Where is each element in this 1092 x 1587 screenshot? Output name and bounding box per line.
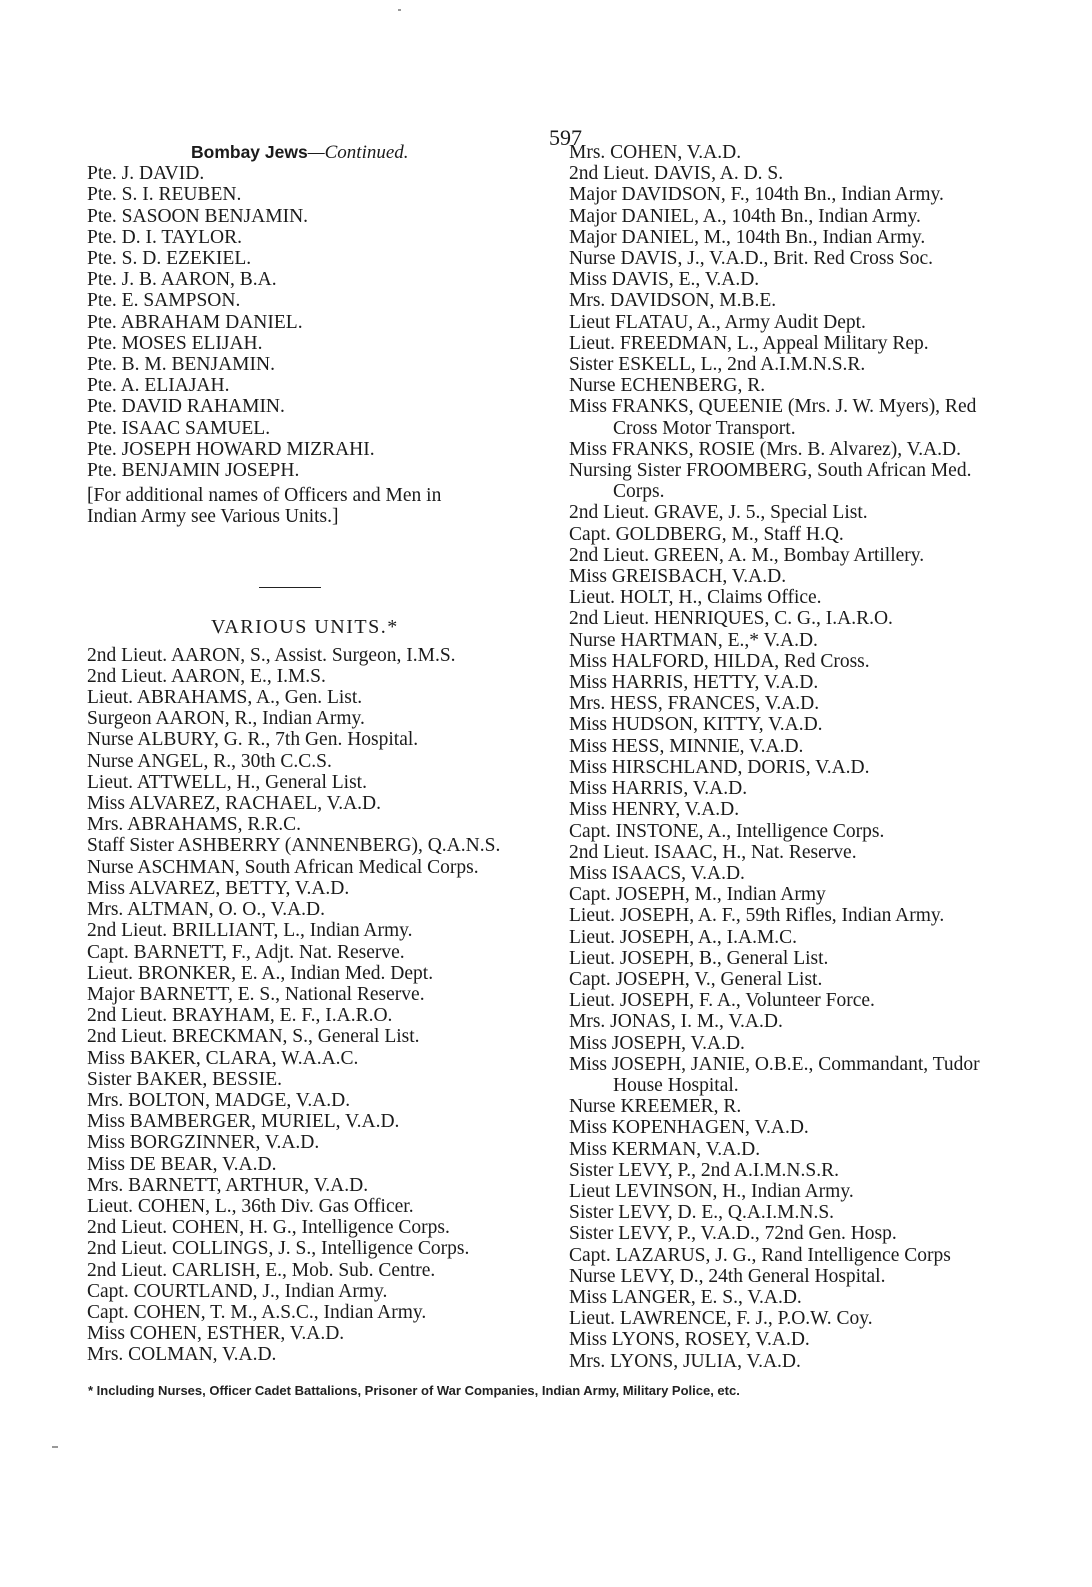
list-item: 2nd Lieut. AARON, S., Assist. Surgeon, I.M.S. — [87, 644, 456, 666]
list-item: Miss KERMAN, V.A.D. — [569, 1138, 761, 1160]
list-item: Nurse ASCHMAN, South African Medical Corps. — [87, 856, 479, 878]
list-item: Mrs. LYONS, JULIA, V.A.D. — [569, 1350, 801, 1372]
list-item: Lieut FLATAU, A., Army Audit Dept. — [569, 311, 866, 333]
list-item: Mrs. BOLTON, MADGE, V.A.D. — [87, 1089, 351, 1111]
list-item: Miss JOSEPH, V.A.D. — [569, 1032, 745, 1054]
page-number: 597 — [549, 125, 582, 150]
list-item: Miss ISAACS, V.A.D. — [569, 862, 745, 884]
section-divider — [259, 587, 321, 588]
list-item: Lieut. JOSEPH, F. A., Volunteer Force. — [569, 990, 875, 1012]
list-item: Pte. S. D. EZEKIEL. — [87, 248, 252, 270]
list-item: Nurse ALBURY, G. R., 7th Gen. Hospital. — [87, 729, 419, 751]
list-item-continuation: House Hospital. — [613, 1074, 739, 1096]
note-line: [For additional names of Officers and Men in — [87, 485, 442, 507]
list-item: Lieut. HOLT, H., Claims Office. — [569, 587, 822, 609]
list-item: Mrs. JONAS, I. M., V.A.D. — [569, 1011, 783, 1033]
heading-continued: —Continued. — [307, 142, 409, 163]
scan-speck — [52, 1446, 58, 1448]
list-item: 2nd Lieut. AARON, E., I.M.S. — [87, 665, 326, 687]
list-item: Mrs. BARNETT, ARTHUR, V.A.D. — [87, 1174, 369, 1196]
list-item: Miss GREISBACH, V.A.D. — [569, 566, 787, 588]
right-column — [569, 142, 1039, 1372]
list-item: Miss LYONS, ROSEY, V.A.D. — [569, 1329, 810, 1351]
list-item: Capt. LAZARUS, J. G., Rand Intelligence Corps — [569, 1244, 951, 1266]
list-item: Nurse LEVY, D., 24th General Hospital. — [569, 1265, 886, 1287]
left-column — [87, 142, 557, 1366]
list-item: 2nd Lieut. COHEN, H. G., Intelligence Corps. — [87, 1217, 450, 1239]
list-item: Nurse HARTMAN, E.,* V.A.D. — [569, 629, 818, 651]
list-item: Miss ALVAREZ, RACHAEL, V.A.D. — [87, 793, 382, 815]
list-item: Miss BAKER, CLARA, W.A.A.C. — [87, 1047, 359, 1069]
list-item: Miss FRANKS, ROSIE (Mrs. B. Alvarez), V.A.D. — [569, 438, 962, 460]
list-item: Lieut. JOSEPH, B., General List. — [569, 947, 829, 969]
list-item: Miss HALFORD, HILDA, Red Cross. — [569, 650, 870, 672]
list-item: Pte. J. B. AARON, B.A. — [87, 269, 277, 291]
list-item: Miss BAMBERGER, MURIEL, V.A.D. — [87, 1111, 400, 1133]
list-item: 2nd Lieut. GREEN, A. M., Bombay Artillery. — [569, 544, 925, 566]
list-item: Major DAVIDSON, F., 104th Bn., Indian Army. — [569, 184, 944, 206]
list-item: Capt. COURTLAND, J., Indian Army. — [87, 1280, 388, 1302]
list-item: Major DANIEL, M., 104th Bn., Indian Army. — [569, 226, 926, 248]
list-item: 2nd Lieut. HENRIQUES, C. G., I.A.R.O. — [569, 608, 893, 630]
list-item: Major DANIEL, A., 104th Bn., Indian Army. — [569, 205, 921, 227]
list-item: Mrs. ABRAHAMS, R.R.C. — [87, 814, 302, 836]
list-item: Pte. S. I. REUBEN. — [87, 184, 242, 206]
list-item: Miss KOPENHAGEN, V.A.D. — [569, 1117, 809, 1139]
list-item: Lieut. COHEN, L., 36th Div. Gas Officer. — [87, 1195, 414, 1217]
list-item: 2nd Lieut. DAVIS, A. D. S. — [569, 163, 784, 185]
list-item: 2nd Lieut. GRAVE, J. 5., Special List. — [569, 502, 868, 524]
list-item: 2nd Lieut. BRILLIANT, L., Indian Army. — [87, 920, 413, 942]
list-item: 2nd Lieut. ISAAC, H., Nat. Reserve. — [569, 841, 857, 863]
footnote: * Including Nurses, Officer Cadet Battalions, Prisoner of War Companies, Indian Army, Military Police, etc. — [88, 1383, 740, 1398]
list-item: Lieut. JOSEPH, A. F., 59th Rifles, Indian Army. — [569, 905, 945, 927]
list-item: Miss JOSEPH, JANIE, O.B.E., Commandant, Tudor — [569, 1053, 980, 1075]
list-item: Pte. E. SAMPSON. — [87, 290, 241, 312]
list-item: 2nd Lieut. BRECKMAN, S., General List. — [87, 1026, 420, 1048]
list-item: 2nd Lieut. CARLISH, E., Mob. Sub. Centre. — [87, 1259, 436, 1281]
list-item: Pte. MOSES ELIJAH. — [87, 332, 263, 354]
list-item: Pte. A. ELIAJAH. — [87, 375, 230, 397]
list-item: Pte. BENJAMIN JOSEPH. — [87, 460, 300, 482]
list-item: Miss HARRIS, HETTY, V.A.D. — [569, 672, 819, 694]
list-item: Mrs. DAVIDSON, M.B.E. — [569, 290, 777, 312]
list-item: Nurse KREEMER, R. — [569, 1096, 742, 1118]
list-item: Sister LEVY, P., 2nd A.I.M.N.S.R. — [569, 1159, 839, 1181]
list-item: Staff Sister ASHBERRY (ANNENBERG), Q.A.N.S. — [87, 835, 501, 857]
list-item: Lieut. ATTWELL, H., General List. — [87, 771, 367, 793]
list-item: Pte. DAVID RAHAMIN. — [87, 396, 285, 418]
list-item: Miss COHEN, ESTHER, V.A.D. — [87, 1323, 345, 1345]
list-item: Miss DE BEAR, V.A.D. — [87, 1153, 277, 1175]
list-item: Lieut. JOSEPH, A., I.A.M.C. — [569, 926, 798, 948]
list-item: Miss DAVIS, E., V.A.D. — [569, 269, 760, 291]
list-item: Nurse ANGEL, R., 30th C.C.S. — [87, 750, 332, 772]
list-item: Capt. COHEN, T. M., A.S.C., Indian Army. — [87, 1301, 427, 1323]
list-item: 2nd Lieut. COLLINGS, J. S., Intelligence Corps. — [87, 1238, 470, 1260]
list-item: Pte. JOSEPH HOWARD MIZRAHI. — [87, 438, 375, 460]
list-item: Pte. B. M. BENJAMIN. — [87, 354, 275, 376]
list-item: Miss FRANKS, QUEENIE (Mrs. J. W. Myers), Red — [569, 396, 977, 418]
note-line: Indian Army see Various Units.] — [87, 506, 339, 528]
list-item: Lieut. LAWRENCE, F. J., P.O.W. Coy. — [569, 1308, 873, 1330]
list-item: Lieut. ABRAHAMS, A., Gen. List. — [87, 687, 363, 709]
list-item-continuation: Corps. — [613, 481, 665, 503]
list-item: Nursing Sister FROOMBERG, South African Med. — [569, 460, 972, 482]
list-item: Capt. JOSEPH, M., Indian Army — [569, 884, 826, 906]
heading-text: Bombay Jews — [191, 142, 308, 162]
list-item: Miss HUDSON, KITTY, V.A.D. — [569, 714, 823, 736]
list-item: Miss HARRIS, V.A.D. — [569, 778, 748, 800]
bombay-jews-list — [87, 163, 557, 481]
various-units-list — [87, 645, 557, 1366]
list-item: Lieut LEVINSON, H., Indian Army. — [569, 1180, 854, 1202]
list-item: Miss HESS, MINNIE, V.A.D. — [569, 735, 804, 757]
section-heading-various-units: VARIOUS UNITS.* — [211, 615, 399, 638]
list-item: Mrs. COHEN, V.A.D. — [569, 142, 742, 163]
list-item: Mrs. COLMAN, V.A.D. — [87, 1344, 277, 1366]
list-item: Sister ESKELL, L., 2nd A.I.M.N.S.R. — [569, 354, 866, 376]
list-item: Miss HIRSCHLAND, DORIS, V.A.D. — [569, 756, 870, 778]
list-item: Major BARNETT, E. S., National Reserve. — [87, 983, 425, 1005]
list-item: Nurse DAVIS, J., V.A.D., Brit. Red Cross Soc. — [569, 248, 934, 270]
list-item: Sister LEVY, D. E., Q.A.I.M.N.S. — [569, 1202, 835, 1224]
scan-speck — [398, 9, 401, 11]
list-item: 2nd Lieut. BRAYHAM, E. F., I.A.R.O. — [87, 1005, 393, 1027]
list-item: Nurse ECHENBERG, R. — [569, 375, 766, 397]
list-item: Surgeon AARON, R., Indian Army. — [87, 708, 365, 730]
list-item: Capt. INSTONE, A., Intelligence Corps. — [569, 820, 885, 842]
cross-reference-note — [87, 485, 557, 527]
list-item: Miss LANGER, E. S., V.A.D. — [569, 1286, 802, 1308]
list-item: Mrs. ALTMAN, O. O., V.A.D. — [87, 899, 326, 921]
list-item: Mrs. HESS, FRANCES, V.A.D. — [569, 693, 820, 715]
list-item: Pte. ISAAC SAMUEL. — [87, 417, 271, 439]
list-item: Lieut. BRONKER, E. A., Indian Med. Dept. — [87, 962, 434, 984]
list-item: Miss HENRY, V.A.D. — [569, 799, 740, 821]
list-item: Pte. ABRAHAM DANIEL. — [87, 311, 303, 333]
list-item-continuation: Cross Motor Transport. — [613, 417, 796, 439]
list-item: Miss ALVAREZ, BETTY, V.A.D. — [87, 877, 350, 899]
list-item: Miss BORGZINNER, V.A.D. — [87, 1132, 320, 1154]
list-item: Capt. JOSEPH, V., General List. — [569, 968, 823, 990]
list-item: Sister LEVY, P., V.A.D., 72nd Gen. Hosp. — [569, 1223, 897, 1245]
list-item: Sister BAKER, BESSIE. — [87, 1068, 283, 1090]
list-item: Capt. GOLDBERG, M., Staff H.Q. — [569, 523, 844, 545]
list-item: Pte. D. I. TAYLOR. — [87, 226, 242, 248]
list-item: Pte. SASOON BENJAMIN. — [87, 205, 309, 227]
list-item: Lieut. FREEDMAN, L., Appeal Military Rep. — [569, 332, 929, 354]
list-item: Capt. BARNETT, F., Adjt. Nat. Reserve. — [87, 941, 405, 963]
list-item: Pte. J. DAVID. — [87, 163, 205, 185]
section-heading-bombay-jews — [87, 142, 557, 163]
